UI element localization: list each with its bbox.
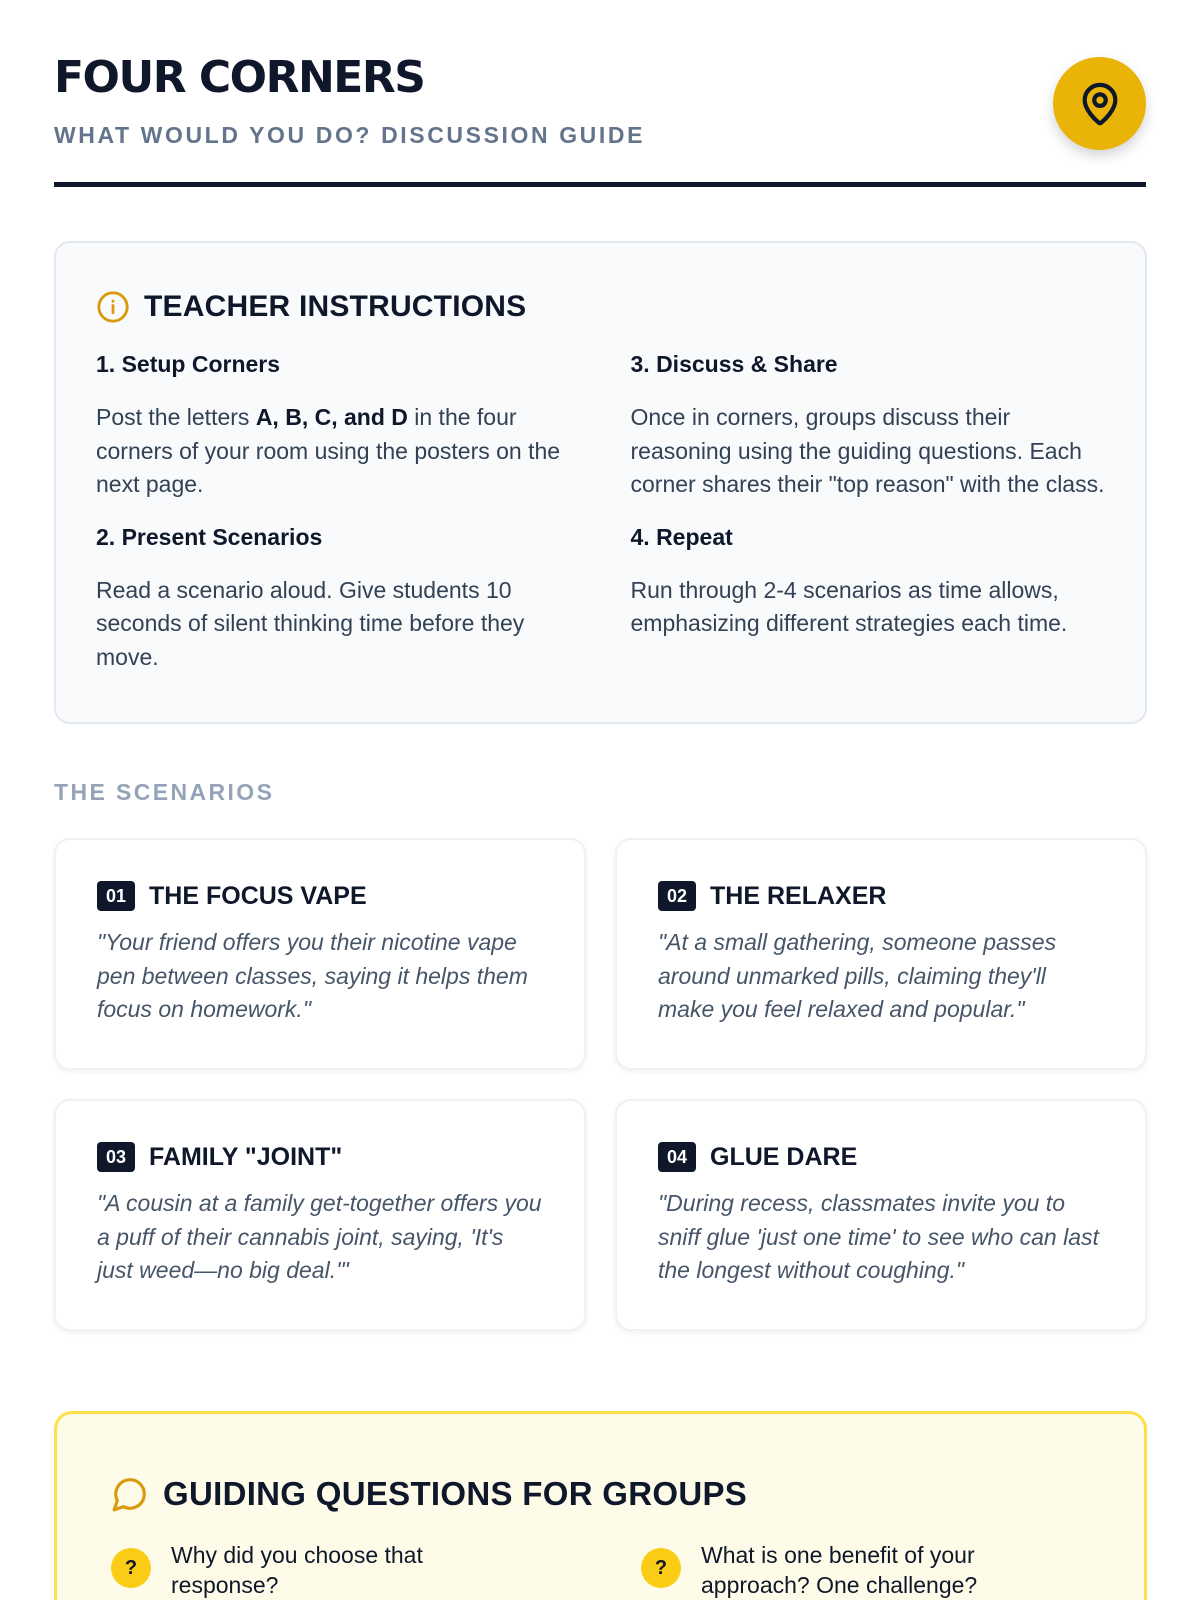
step-body: Once in corners, groups discuss their reasoning using the guiding questions. Each corner shares their "top reason" with the class.	[630, 404, 1105, 497]
questions-heading-row	[111, 1472, 1090, 1516]
step-body: Run through 2-4 scenarios as time allows, emphasizing different strategies each time.	[630, 576, 1068, 636]
scenario-number-badge: 03	[97, 1142, 135, 1172]
scenario-quote: "Your friend offers you their nicotine vape pen between classes, saying it helps them focus on homework."	[97, 929, 528, 1022]
scenario-quote: "At a small gathering, someone passes around unmarked pills, claiming they'll make you feel relaxed and popular."	[658, 929, 1057, 1022]
scenario-title: THE RELAXER	[710, 881, 887, 910]
instructions-heading: TEACHER INSTRUCTIONS	[144, 290, 527, 323]
question-mark-icon: ?	[111, 1548, 151, 1588]
question-text: What is one benefit of your approach? One challenge?	[701, 1542, 978, 1598]
map-pin-icon	[1077, 81, 1123, 127]
scenario-quote: "A cousin at a family get-together offers you a puff of their cannabis joint, saying, 'It's just weed—no big deal.'"	[97, 1190, 542, 1283]
scenarios-section-label: THE SCENARIOS	[54, 779, 275, 805]
step-title: 2. Present Scenarios	[96, 523, 323, 550]
scenario-quote: "During recess, classmates invite you to sniff glue 'just one time' to see who can last the longest without coughing."	[658, 1190, 1099, 1283]
scenario-title: THE FOCUS VAPE	[149, 881, 367, 910]
scenario-title: FAMILY "JOINT"	[149, 1142, 343, 1171]
guiding-questions-panel	[54, 1411, 1147, 1600]
page-title: FOUR CORNERS	[54, 52, 425, 103]
step-body: Post the letters A, B, C, and D in the four corners of your room using the posters on the next page.	[96, 404, 561, 497]
scenario-title: GLUE DARE	[710, 1142, 858, 1171]
instruction-step	[96, 349, 571, 502]
scenario-card	[54, 838, 586, 1070]
scenario-number-badge: 01	[97, 881, 135, 911]
guiding-question	[111, 1540, 641, 1600]
header	[54, 0, 1146, 187]
instruction-step	[96, 522, 571, 675]
guiding-question	[641, 1540, 1121, 1600]
instruction-step	[631, 522, 1106, 641]
teacher-instructions-panel	[54, 241, 1147, 724]
instruction-step	[631, 349, 1106, 502]
instructions-column-left	[96, 349, 571, 694]
speech-bubble-icon	[111, 1475, 149, 1513]
page-subtitle: WHAT WOULD YOU DO? DISCUSSION GUIDE	[54, 122, 646, 148]
step-title: 1. Setup Corners	[96, 351, 281, 377]
step-body: Read a scenario aloud. Give students 10 seconds of silent thinking time before they move.	[96, 576, 525, 670]
questions-heading: GUIDING QUESTIONS FOR GROUPS	[163, 1475, 748, 1512]
location-badge	[1053, 57, 1146, 150]
step-title: 4. Repeat	[630, 523, 733, 550]
corner-letters: A, B, C, and D	[255, 404, 408, 430]
scenario-card	[54, 1099, 586, 1331]
scenario-number-badge: 04	[658, 1142, 696, 1172]
scenario-grid	[54, 838, 1147, 1331]
scenario-card	[615, 1099, 1147, 1331]
question-text: Why did you choose that response?	[171, 1542, 423, 1598]
question-mark-icon: ?	[641, 1548, 681, 1588]
instructions-heading-row	[96, 287, 1105, 327]
step-title: 3. Discuss & Share	[630, 351, 838, 377]
scenario-card	[615, 838, 1147, 1070]
scenario-number-badge: 02	[658, 881, 696, 911]
instructions-column-right	[631, 349, 1106, 694]
info-icon	[96, 290, 130, 324]
